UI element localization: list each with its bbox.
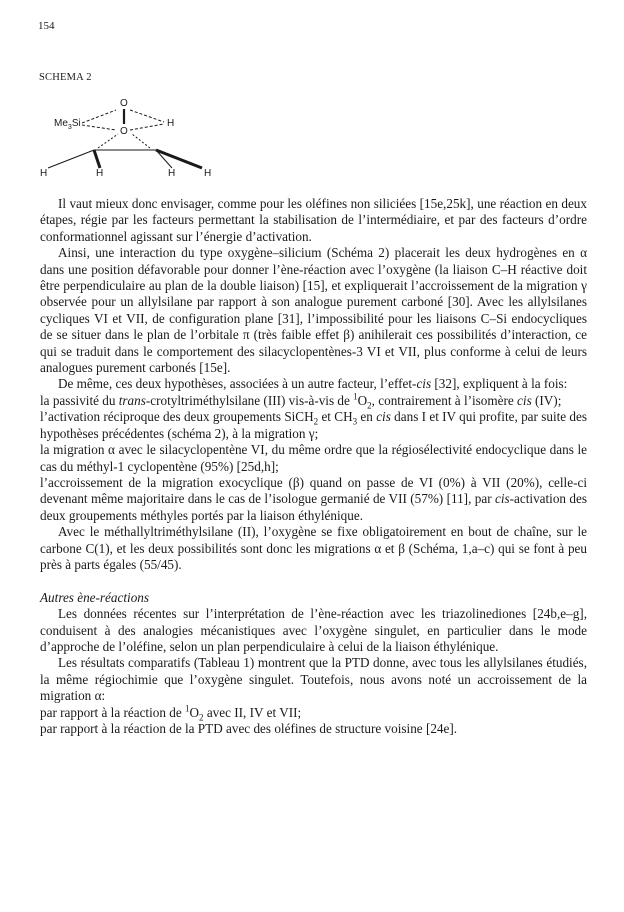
paragraph-3: De même, ces deux hypothèses, associées à un autre facteur, l’effet-cis [32], expliquent à la fois: bbox=[58, 376, 568, 392]
hydrogen-top-right-label: H bbox=[167, 118, 175, 129]
c1-h2-wedge bbox=[94, 150, 100, 168]
dash-o-h-bond bbox=[130, 110, 164, 122]
paragraph-6: Les résultats comparatifs (Tableau 1) montrent que la PTD donne, avec tous les allylsilanes étudiés, la même régiochimie que l’oxygène singulet. Toutefois, nous avons noté un accroissement de la migration α: bbox=[40, 655, 587, 704]
schema-label: SCHEMA 2 bbox=[39, 72, 92, 83]
c2-h4-wedge bbox=[156, 150, 202, 168]
list-item-1: la passivité du trans-crotyltriméthylsilane (III) vis-à-vis de $^1O_2$, contrairement à l’isomère cis (IV); bbox=[40, 391, 562, 411]
paragraph-2: Ainsi, une interaction du type oxygène–silicium (Schéma 2) placerait les deux hydrogènes en α dans une position défavorable pour donner l’ène-réaction avec l’oxygène (la liaison C–H réactive doit être perpendiculaire au plan de la double liaison) [15], et expliquerait l’accroissement de la migration γ observée pour un allylsilane par rapport à son analogue purement carboné [30]. Avec les allylsilanes cycliques VI et VII, de configuration plane [31], l’impossibilité pour les liaisons C–Si endocycliques de se situer dans le plan de l’orbitale π (très faible effet β) anihilerait ces possibilités d’interaction, ce qui se traduit dans le comportement des silacyclopentènes-3 VI et VII, plus conforme à celui de leurs analogues purement carbonés [15e]. bbox=[40, 245, 587, 376]
schema-2-figure bbox=[36, 90, 246, 190]
hydrogen-bottom-3: H bbox=[168, 168, 176, 179]
list-item-3: la migration α avec le silacyclopentène VI, du même ordre que la régiosélectivité endocyclique dans le cas du méthyl-1 cyclopentène (95%) [25d,h]; bbox=[40, 442, 587, 474]
dash-si-o-bond bbox=[82, 110, 116, 123]
dash-c1-o bbox=[98, 134, 118, 148]
page-number: 154 bbox=[38, 20, 55, 32]
paragraph-1: Il vaut mieux donc envisager, comme pour les oléfines non siliciées [15e,25k], une réaction en deux étapes, régie par les facteurs permettant la stabilisation de l’intermédiaire, et par des facteurs d’ordre conformationnel agissant sur l’énergie d’activation. bbox=[40, 196, 587, 244]
c1-h1-bond bbox=[48, 150, 94, 168]
body-text bbox=[40, 196, 587, 737]
list-item-5: par rapport à la réaction de $^1O_2$ avec II, IV et VII; bbox=[40, 703, 302, 723]
hydrogen-bottom-1: H bbox=[40, 168, 48, 179]
section-heading: Autres ène-réactions bbox=[40, 589, 150, 605]
oxygen-center-label: O bbox=[120, 126, 128, 137]
dash-c2-o bbox=[132, 134, 150, 148]
list-item-2: l’activation réciproque des deux groupements SiCH$_2$ et $CH_3$ en cis dans I et IV qui profite, par suite des hypothèses précédentes (schéma 2), à la migration γ; bbox=[40, 409, 588, 441]
hydrogen-bottom-4: H bbox=[204, 168, 212, 179]
dash-oc-h-bond bbox=[130, 124, 164, 130]
list-item-4: l’accroissement de la migration exocyclique (β) quand on passe de VI (0%) à VII (20%), celle-ci devenant même majoritaire dans le cas de l’isologue germanié de VII (57%) [11], par cis-activation des deux groupements méthyles portés par la liaison éthylénique. bbox=[40, 474, 587, 523]
paragraph-4: Avec le méthallyltriméthylsilane (II), l’oxygène se fixe obligatoirement en bout de chaîne, sur le carbone C(1), et les deux possibilités sont donc les migrations α et β (Schéma, 1,a–c) qui se font à peu près à parts égales (55/45). bbox=[40, 524, 587, 572]
list-item-6: par rapport à la réaction de la PTD avec des oléfines de structure voisine [24e]. bbox=[40, 720, 458, 736]
dash-si-oc-bond bbox=[82, 125, 116, 130]
me3si-label: $Me_3Si$ bbox=[54, 118, 81, 131]
hydrogen-bottom-2: H bbox=[96, 168, 104, 179]
oxygen-top-label: O bbox=[120, 98, 128, 109]
paragraph-5: Les données récentes sur l’interprétation de l’ène-réaction avec les triazolinediones [24b,e–g], conduisent à des analogies mécanistiques avec l’oxygène singulet, en particulier dans le mode d’approche de l’oléfine, selon un plan perpendiculaire à celui de la liaison éthylénique. bbox=[40, 606, 587, 654]
